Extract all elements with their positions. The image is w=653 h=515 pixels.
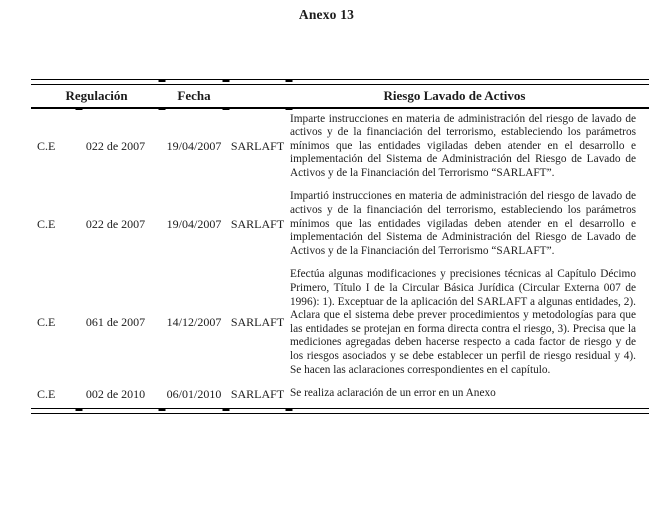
table-header-row <box>31 85 649 107</box>
table-bottom-rule <box>31 408 649 414</box>
table-row <box>31 383 649 408</box>
header-bottom-rule <box>31 107 649 109</box>
cell-categoria: SARLAFT <box>230 315 285 330</box>
table-row <box>31 186 649 264</box>
cell-tipo: C.E <box>37 315 56 330</box>
header-regulacion: Regulación <box>65 88 128 103</box>
cell-fecha: 06/01/2010 <box>166 387 222 402</box>
cell-numero: 061 de 2007 <box>85 315 146 330</box>
cell-tipo: C.E <box>37 138 56 153</box>
column-divider-tick <box>76 408 83 411</box>
cell-fecha: 19/04/2007 <box>166 138 222 153</box>
column-divider-tick <box>159 79 166 82</box>
header-riesgo: Riesgo Lavado de Activos <box>383 88 526 103</box>
column-divider-tick <box>223 107 230 110</box>
cell-numero: 002 de 2010 <box>85 387 146 402</box>
cell-categoria: SARLAFT <box>230 138 285 153</box>
column-divider-tick <box>223 408 230 411</box>
table-row <box>31 109 649 187</box>
cell-numero: 022 de 2007 <box>85 216 146 231</box>
cell-categoria: SARLAFT <box>230 387 285 402</box>
cell-categoria: SARLAFT <box>230 216 285 231</box>
regulations-table <box>31 79 649 414</box>
cell-descripcion: Imparte instrucciones en materia de administración del riesgo de lavado de activos y de la financiación del terrorismo, estableciendo los parámetros mínimos que las entidades vigiladas deben atender en el desarrollo e implementación del Sistema de Administración del Riesgo de Lavado de Activos y de la Financiación del Terrorismo “SARLAFT”. <box>290 112 636 179</box>
column-divider-tick <box>76 107 83 110</box>
cell-tipo: C.E <box>37 387 56 402</box>
table-top-rule <box>31 79 649 85</box>
page-title: Anexo 13 <box>298 7 355 22</box>
cell-fecha: 19/04/2007 <box>166 216 222 231</box>
column-divider-tick <box>286 79 293 82</box>
column-divider-tick <box>159 107 166 110</box>
column-divider-tick <box>159 408 166 411</box>
cell-tipo: C.E <box>37 216 56 231</box>
cell-numero: 022 de 2007 <box>85 138 146 153</box>
column-divider-tick <box>286 408 293 411</box>
cell-descripcion: Impartió instrucciones en materia de administración del riesgo de lavado de activos y de la financiación del terrorismo, estableciendo los parámetros mínimos que las entidades vigiladas deben atender en el desarrollo e implementación del Sistema de Administración del Riesgo de Lavado de Activos y de la Financiación del Terrorismo “SARLAFT”. <box>290 190 636 257</box>
table-row <box>31 264 649 383</box>
cell-descripcion: Se realiza aclaración de un error en un Anexo <box>290 387 496 400</box>
header-fecha: Fecha <box>177 88 211 103</box>
cell-descripcion: Efectúa algunas modificaciones y precisiones técnicas al Capítulo Décimo Primero, Título I de la Circular Básica Jurídica (Circular Externa 007 de 1996): 1). Exceptuar de la aplicación del SARLAFT a algunas entidades, 2). Aclara que el sistema debe prever procedimientos y metodologías para que las entidades se protejan en forma directa contra el riesgo, 3). Precisa que la mediciones agregadas deben hacerse respecto a cada factor de riesgo y de los riesgos asociados y se debe establecer un perfil de riesgo residual y 4). Se hacen las aclaraciones correspondientes en el capítulo. <box>290 268 636 376</box>
column-divider-tick <box>286 107 293 110</box>
cell-fecha: 14/12/2007 <box>166 315 222 330</box>
column-divider-tick <box>223 79 230 82</box>
